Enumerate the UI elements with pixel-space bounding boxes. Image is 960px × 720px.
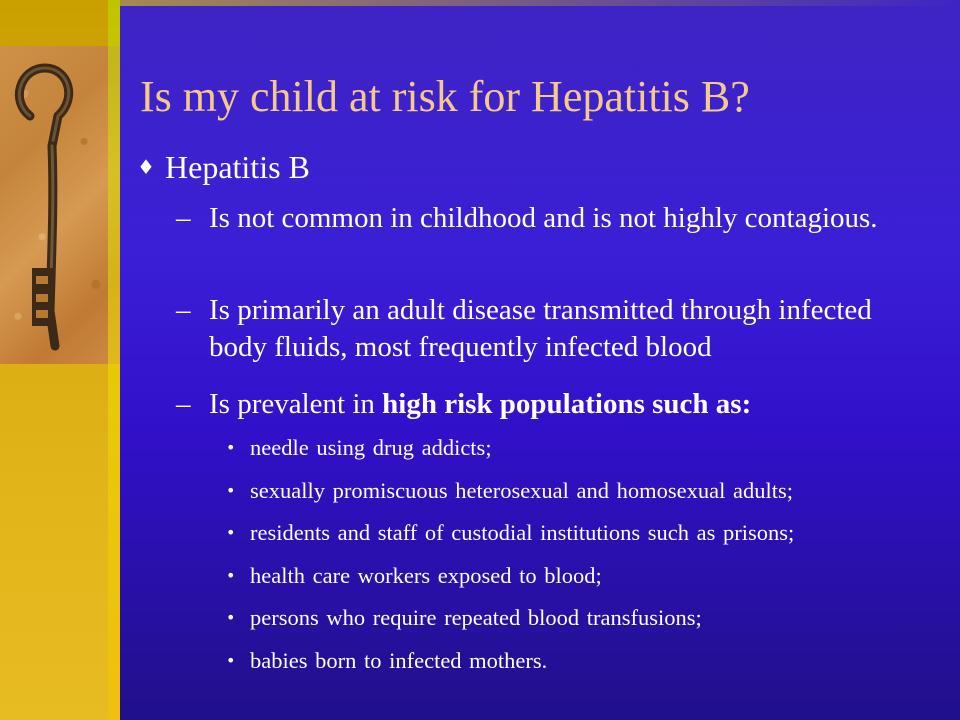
- sub-bullet-bold: high risk populations such as:: [382, 388, 752, 420]
- risk-group-text: residents and staff of custodial institutions such as prisons;: [250, 520, 795, 545]
- top-accent-line: [120, 0, 960, 6]
- sub-bullet-text: Is primarily an adult disease transmitted through infected body fluids, most frequently infected blood: [209, 294, 872, 363]
- risk-group-text: persons who require repeated blood transfusions;: [250, 605, 702, 630]
- main-bullet-text: Hepatitis B: [165, 149, 310, 185]
- sub-bullet-text: [209, 386, 936, 423]
- accent-bar: [108, 0, 120, 720]
- dot-bullet-icon: •: [226, 523, 236, 542]
- risk-group-text: babies born to infected mothers.: [250, 648, 548, 673]
- diamond-bullet-icon: ♦: [137, 155, 155, 179]
- risk-group-item: [226, 562, 946, 590]
- risk-group-item: [226, 647, 946, 675]
- main-bullet: [137, 148, 937, 186]
- risk-group-text: sexually promiscuous heterosexual and homosexual adults;: [250, 478, 794, 503]
- dot-bullet-icon: •: [226, 481, 236, 500]
- sub-bullet-2: [176, 292, 936, 366]
- key-image: [0, 46, 120, 364]
- dash-bullet-icon: –: [176, 294, 191, 326]
- dot-bullet-icon: •: [226, 608, 236, 627]
- risk-group-item: [226, 519, 946, 547]
- old-key-icon: [0, 46, 120, 364]
- risk-group-item: [226, 604, 946, 632]
- slide-title: Is my child at risk for Hepatitis B?: [140, 72, 750, 121]
- sub-bullet-text: Is not common in childhood and is not highly contagious.: [209, 202, 878, 234]
- sub-bullet-3: [176, 386, 936, 423]
- dot-bullet-icon: •: [226, 651, 236, 670]
- sub-bullet-prefix: Is prevalent in: [209, 388, 383, 420]
- dot-bullet-icon: •: [226, 566, 236, 585]
- dash-bullet-icon: –: [176, 202, 191, 234]
- risk-group-text: health care workers exposed to blood;: [250, 563, 602, 588]
- dot-bullet-icon: •: [226, 438, 236, 457]
- risk-group-item: [226, 477, 946, 505]
- risk-group-item: [226, 434, 946, 462]
- dash-bullet-icon: –: [176, 388, 191, 420]
- sub-bullet-1: [176, 200, 936, 237]
- risk-group-text: needle using drug addicts;: [250, 435, 492, 460]
